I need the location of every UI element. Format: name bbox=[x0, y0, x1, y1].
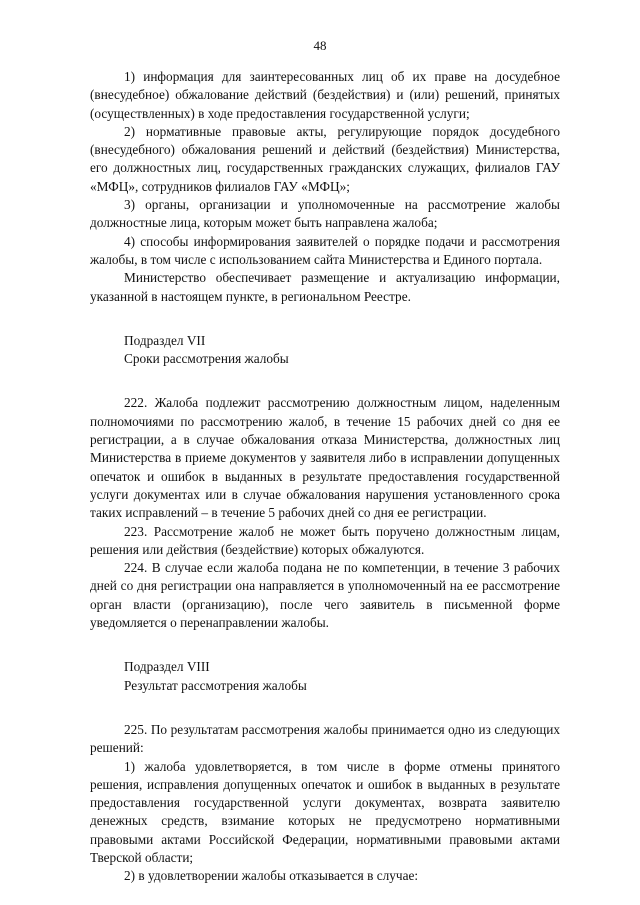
subsection-8-label: Подраздел VIII bbox=[124, 659, 210, 675]
paragraph-225-2: 2) в удовлетворении жалобы отказывается в случае: bbox=[124, 868, 419, 884]
subsection-8-title: Результат рассмотрения жалобы bbox=[124, 677, 307, 693]
subsection-7-title: Сроки рассмотрения жалобы bbox=[124, 351, 289, 367]
paragraph-223: 223. Рассмотрение жалоб не может быть поручено должностным лицам, решения или действия (бездействие) которых обжалуются. bbox=[90, 523, 560, 557]
paragraph-225-1: 1) жалоба удовлетворяется, в том числе в форме отмены принятого решения, исправления допущенных опечаток и ошибок в выданных в результате предоставления государственной услуги документах, возврата заявителю денежных средств, взимание которых не предусмотрено нормативными правовыми актами Российской Федерации, нормативными правовыми актами Тверской области; bbox=[90, 758, 560, 865]
paragraph-legal-acts: 2) нормативные правовые акты, регулирующие порядок досудебного (внесудебного) обжалования решений и действий (бездействия) Министерства, его должностных лиц, государственных гражданских служащих, филиалов ГАУ «МФЦ», сотрудников филиалов ГАУ «МФЦ»; bbox=[90, 123, 560, 194]
paragraph-224: 224. В случае если жалоба подана не по компетенции, в течение 3 рабочих дней со дня регистрации она направляется в уполномоченный на ее рассмотрение орган власти (организацию), после чего заявитель в письменной форме уведомляется о перенаправлении жалобы. bbox=[90, 560, 560, 631]
paragraph-bodies: 3) органы, организации и уполномоченные на рассмотрение жалобы должностные лица, которым может быть направлена жалоба; bbox=[90, 197, 560, 231]
subsection-7-heading bbox=[90, 332, 560, 369]
subsection-8-heading bbox=[90, 658, 560, 695]
page-number: 48 bbox=[313, 38, 327, 53]
paragraph-informing-methods: 4) способы информирования заявителей о порядке подачи и рассмотрения жалобы, в том числе с использованием сайта Министерства и Единого портала. bbox=[90, 233, 560, 267]
paragraph-225: 225. По результатам рассмотрения жалобы принимается одно из следующих решений: bbox=[90, 721, 560, 756]
paragraph-info-rights: 1) информация для заинтересованных лиц об их праве на досудебное (внесудебное) обжалование действий (бездействия) и (или) решений, принятых (осуществленных) в ходе предоставления государственной услуги; bbox=[90, 69, 560, 121]
document-body bbox=[90, 68, 560, 886]
paragraph-222: 222. Жалоба подлежит рассмотрению должностным лицом, наделенным полномочиями по рассмотрению жалоб, в течение 15 рабочих дней со дня ее регистрации, а в случае обжалования отказа Министерства, должностных лиц Министерства в приеме документов у заявителя либо в исправлении допущенных опечаток и ошибок в выданных в результате предоставления государственной услуги документах или в случае обжалования нарушения установленного срока таких исправлений – в течение 5 рабочих дней со дня ее регистрации. bbox=[90, 395, 560, 521]
subsection-7-label: Подраздел VII bbox=[124, 332, 206, 348]
paragraph-ministry-publishes: Министерство обеспечивает размещение и актуализацию информации, указанной в настоящем пункте, в региональном Реестре. bbox=[90, 270, 560, 304]
